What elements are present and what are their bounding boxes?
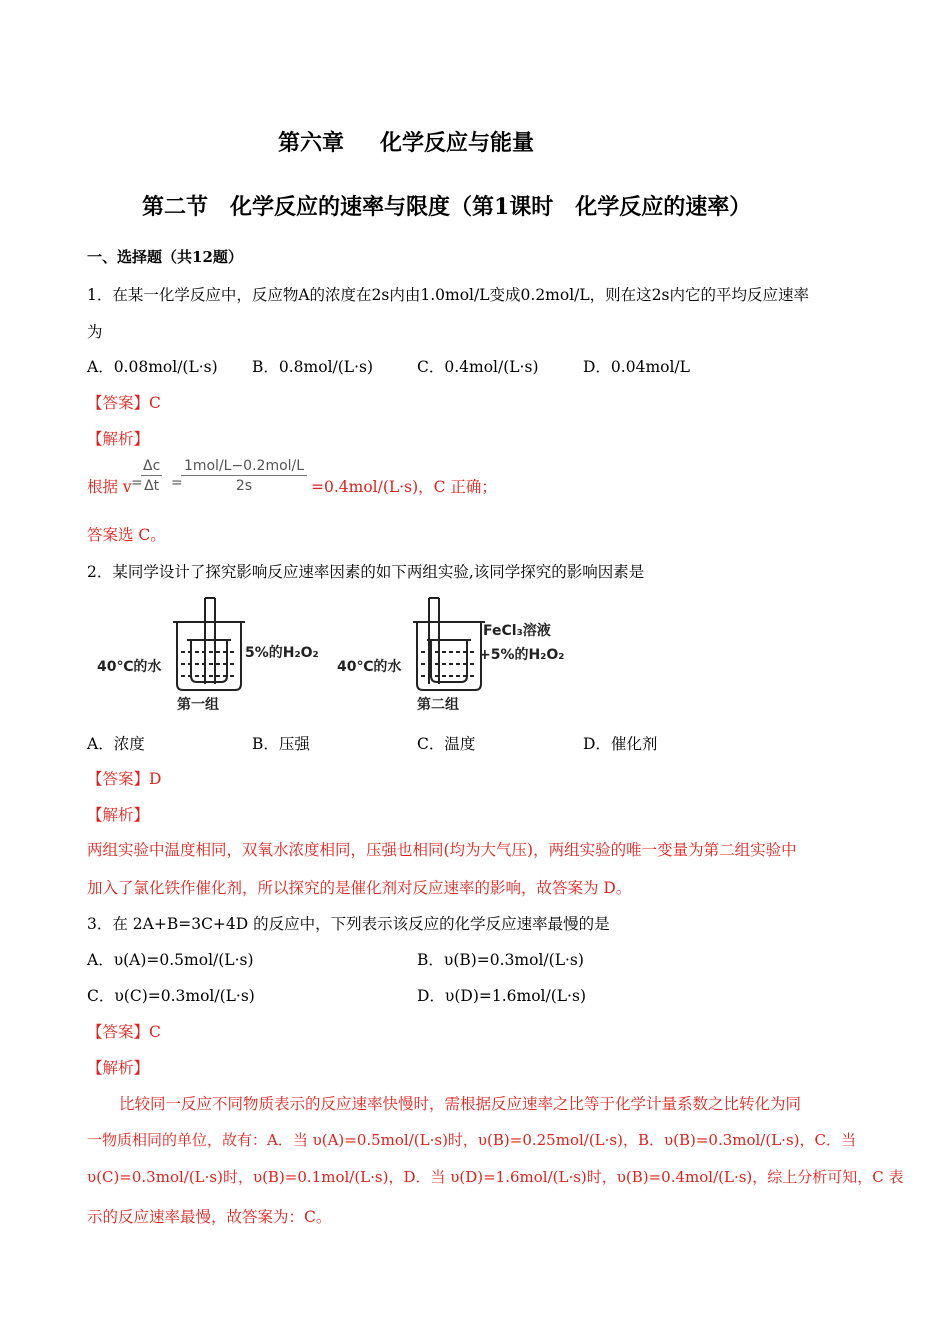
chapter-number: 第六章 bbox=[278, 130, 345, 156]
fraction-values-denominator: 2s bbox=[235, 478, 253, 494]
q1-option-b: B．0.8mol/(L·s) bbox=[252, 358, 374, 376]
q1-answer: 【答案】C bbox=[87, 394, 161, 412]
chapter-topic: 化学反应与能量 bbox=[380, 130, 535, 156]
section-title: 第二节 化学反应的速率与限度（第1课时 化学反应的速率） bbox=[142, 194, 752, 220]
group1-apparatus bbox=[173, 598, 245, 690]
q1-option-a: A．0.08mol/(L·s) bbox=[87, 358, 218, 376]
group2-water-label: 40℃的水 bbox=[337, 659, 402, 675]
q3-option-c: C．υ(C)=0.3mol/(L·s) bbox=[87, 987, 255, 1005]
group2-label: 第二组 bbox=[417, 697, 459, 713]
q2-stem: 2．某同学设计了探究影响反应速率因素的如下两组实验,该同学探究的影响因素是 bbox=[87, 563, 645, 581]
formula-prefix: 根据 v bbox=[87, 478, 132, 496]
q1-stem-line1: 1．在某一化学反应中，反应物A的浓度在2s内由1.0mol/L变成0.2mol/L，则在这2s内它的平均反应速率 bbox=[87, 286, 809, 304]
q2-answer: 【答案】D bbox=[87, 770, 162, 788]
q3-analysis-line1: 比较同一反应不同物质表示的反应速率快慢时，需根据反应速率之比等于化学计量系数之比转化为同 bbox=[119, 1095, 802, 1113]
group1-label: 第一组 bbox=[177, 697, 219, 713]
q2-option-a: A．浓度 bbox=[87, 735, 145, 753]
q2-analysis-label: 【解析】 bbox=[87, 806, 150, 824]
q3-analysis-line2: 一物质相同的单位，故有：A．当 υ(A)=0.5mol/(L·s)时，υ(B)=0.25mol/(L·s)，B．υ(B)=0.3mol/(L·s)，C．当 bbox=[87, 1131, 856, 1149]
part-heading: 一、选择题（共12题） bbox=[87, 248, 243, 266]
chapter-title bbox=[278, 126, 534, 157]
q1-option-c: C．0.4mol/(L·s) bbox=[417, 358, 539, 376]
q1-option-d: D．0.04mol/L bbox=[583, 358, 690, 376]
q3-analysis-line4: 示的反应速率最慢，故答案为：C。 bbox=[87, 1208, 332, 1226]
fraction-values bbox=[181, 458, 307, 494]
q1-stem-line2: 为 bbox=[87, 323, 103, 341]
q3-analysis-line3: υ(C)=0.3mol/(L·s)时，υ(B)=0.1mol/(L·s)，D．当 υ(D)=1.6mol/(L·s)时，υ(B)=0.4mol/(L·s)，综上分析可知，C 表 bbox=[87, 1168, 904, 1186]
q2-analysis-line2: 加入了氯化铁作催化剂，所以探究的是催化剂对反应速率的影响，故答案为 D。 bbox=[87, 879, 632, 897]
q3-answer: 【答案】C bbox=[87, 1023, 161, 1041]
fraction-delta-numerator: Δc bbox=[143, 458, 161, 474]
group2-solution-line2: +5%的H₂O₂ bbox=[479, 647, 565, 663]
group2-apparatus bbox=[413, 598, 485, 690]
fraction-values-numerator: 1mol/L−0.2mol/L bbox=[181, 458, 307, 476]
q2-option-c: C．温度 bbox=[417, 735, 476, 753]
q3-analysis-label: 【解析】 bbox=[87, 1059, 150, 1077]
q3-option-b: B．υ(B)=0.3mol/(L·s) bbox=[417, 951, 584, 969]
q3-option-d: D．υ(D)=1.6mol/(L·s) bbox=[417, 987, 586, 1005]
formula-result: =0.4mol/(L·s)，C 正确； bbox=[311, 478, 497, 496]
q1-conclusion: 答案选 C。 bbox=[87, 526, 166, 544]
group1-solution-label: 5%的H₂O₂ bbox=[245, 645, 319, 661]
group2-solution-line1: FeCl₃溶液 bbox=[483, 623, 551, 639]
q1-formula bbox=[87, 458, 787, 508]
q2-option-d: D．催化剂 bbox=[583, 735, 658, 753]
q1-analysis-label: 【解析】 bbox=[87, 430, 150, 448]
q3-option-a: A．υ(A)=0.5mol/(L·s) bbox=[87, 951, 254, 969]
q2-experiment-figure bbox=[95, 594, 585, 719]
group1-water-label: 40℃的水 bbox=[97, 659, 162, 675]
fraction-delta bbox=[141, 458, 162, 494]
equals-sign-2: = bbox=[171, 475, 183, 491]
q2-option-b: B．压强 bbox=[252, 735, 310, 753]
q2-analysis-line1: 两组实验中温度相同，双氧水浓度相同，压强也相同(均为大气压)，两组实验的唯一变量为第二组实验中 bbox=[87, 841, 797, 859]
equals-sign-1: = bbox=[131, 475, 143, 491]
fraction-delta-denominator: Δt bbox=[144, 478, 160, 494]
q3-stem: 3．在 2A+B=3C+4D 的反应中，下列表示该反应的化学反应速率最慢的是 bbox=[87, 915, 610, 933]
